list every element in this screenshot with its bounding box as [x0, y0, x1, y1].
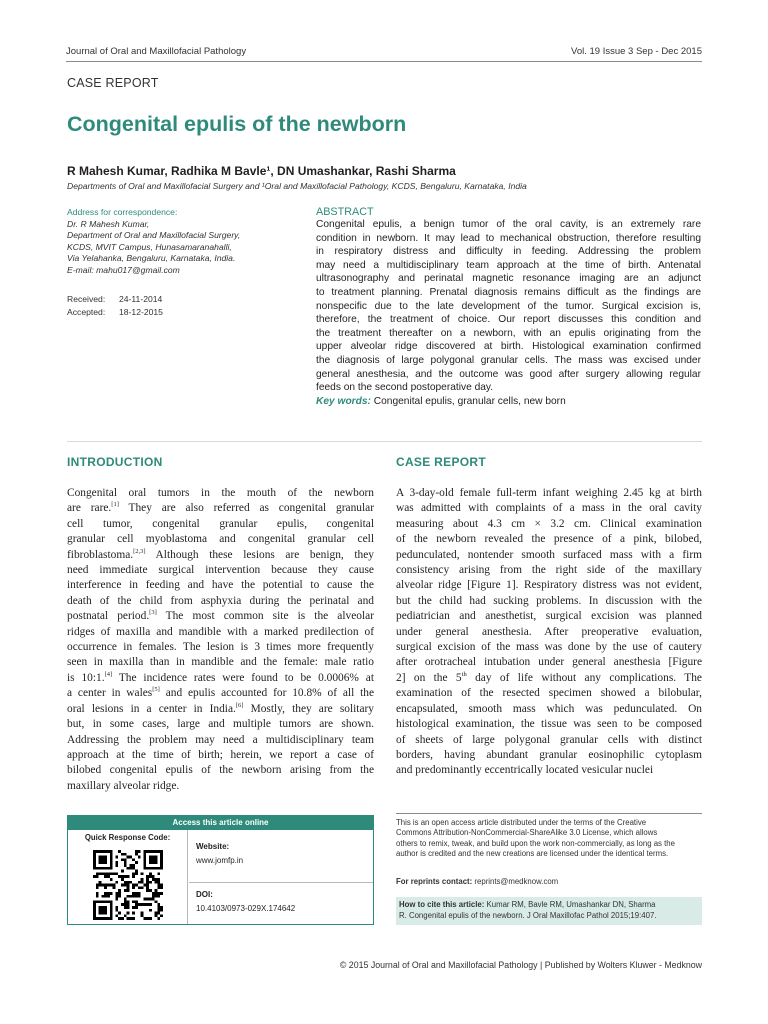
website-block	[196, 842, 243, 865]
text-line: postnatal period.[3] The most common site is the alveolar	[67, 609, 374, 623]
citation-ref[interactable]: [4]	[104, 671, 113, 679]
website-link[interactable]: www.jomfp.in	[196, 856, 244, 865]
introduction-body	[67, 486, 374, 794]
abstract-line: condition in newborn. It may lead to mechanical obstruction, therefore resulting	[316, 232, 701, 244]
correspondence-line: Via Yelahanka, Bengaluru, Karnataka, India.	[67, 253, 236, 264]
volume-info: Vol. 19 Issue 3 Sep - Dec 2015	[571, 46, 702, 57]
text-line: and predominantly eccentrically located vesicular nuclei	[396, 764, 654, 777]
text-line: approach at the time of birth; herein, we report a case of	[67, 748, 374, 761]
correspondence-line: KCDS, MVIT Campus, Hunasamaranahalli,	[67, 241, 232, 252]
citation-ref[interactable]: [5]	[152, 686, 160, 694]
cite-line: R. Congenital epulis of the newborn. J Oral Maxillofac Pathol 2015;19:407.	[399, 911, 657, 920]
cite-line: Kumar RM, Bavle RM, Umashankar DN, Sharma	[486, 900, 656, 909]
text-line: are rare.[1] They are also referred as congenital granular	[67, 501, 374, 515]
reprints-email[interactable]: reprints@medknow.com	[474, 877, 559, 886]
page-footer: © 2015 Journal of Oral and Maxillofacial Pathology | Published by Wolters Kluwer - Medknow	[339, 960, 702, 970]
text-line: encapsulated, smooth mass which was pedunculated. On	[396, 702, 702, 715]
text-line: of sheets of large polygonal granular cells with distinct	[396, 733, 702, 746]
qr-code[interactable]	[93, 850, 163, 920]
text-line: bilobed congenital epulis of the newborn arising from the	[67, 764, 374, 777]
panel-divider	[189, 882, 373, 883]
text-line: examination of the resected specimen showed a bilobular,	[396, 687, 702, 700]
text-line: measuring about 4.3 cm × 3.2 cm. Clinical examination	[396, 517, 702, 530]
text-line: after orotracheal intubation under general anesthesia [Figure	[396, 656, 702, 669]
text-line: interference in feeding and have the potential to cause the	[67, 579, 374, 592]
abstract-line: feeds on the second postoperative day.	[316, 382, 494, 394]
text-line: occurrence in females. The lesion is 3 times more frequently	[67, 641, 374, 654]
qr-label: Quick Response Code:	[84, 833, 171, 842]
keywords-text: Congenital epulis, granular cells, new born	[373, 395, 566, 407]
case-report-body	[396, 486, 702, 779]
text-line: a center in wales[5] and epulis accounted for 10.8% of all the	[67, 686, 374, 700]
article-link-panel	[189, 830, 373, 924]
abstract-text	[316, 218, 701, 395]
journal-name: Journal of Oral and Maxillofacial Pathology	[66, 46, 247, 57]
text-line: borders, having abundant granular eosinophilic cytoplasm	[396, 748, 702, 761]
abstract-block	[316, 206, 701, 408]
abstract-line: in respiratory distress and difficulty in feeding. Addressing the problem	[316, 246, 701, 258]
text-line: seen in maxilla than in mandible and the female: male ratio	[67, 656, 374, 669]
abstract-line: nonspecific due to the late development of the tumor. Surgical excision is,	[316, 300, 701, 312]
abstract-line: therefore, the treatment of choice. Our report discusses this condition and	[316, 314, 701, 326]
text-line: but the child had sucking problems. In discussion with the	[396, 594, 702, 607]
text-line: pedunculated, nontender smooth surfaced mass with a firm	[396, 548, 702, 561]
text-line: oral lesions in a center in India.[6] Mostly, they are solitary	[67, 701, 374, 715]
license-divider	[396, 813, 702, 814]
abstract-line: general anesthesia, and the outcome was good after surgery allowing regular	[316, 368, 701, 380]
author-list: R Mahesh Kumar, Radhika M Bavle¹, DN Umashankar, Rashi Sharma	[67, 164, 456, 178]
section-divider	[67, 441, 702, 442]
correspondence-email[interactable]: E-mail: mahu017@gmail.com	[67, 264, 180, 275]
abstract-line: may need a multidisciplinary team approach at the time of birth. Antenatal	[316, 259, 701, 271]
correspondence-line: Dr. R Mahesh Kumar,	[67, 218, 150, 229]
cite-label: How to cite this article:	[399, 900, 485, 909]
text-line: need immediate surgical intervention because they cause	[67, 564, 374, 577]
reprints-contact	[396, 877, 558, 886]
license-text	[396, 818, 702, 860]
received-date: 24-11-2014	[119, 294, 163, 304]
abstract-line: to treatment planning. Prenatal diagnosis remains difficult as the findings are	[316, 286, 701, 298]
reprints-label: For reprints contact:	[396, 877, 473, 886]
citation-ref[interactable]: [6]	[235, 701, 244, 709]
website-label: Website:	[196, 842, 230, 851]
correspondence-line: Department of Oral and Maxillofacial Surgery,	[67, 230, 241, 241]
article-dates	[67, 293, 163, 319]
header-divider	[66, 61, 702, 62]
text-line: but, in some cases, large and multiple tumors are shown.	[67, 718, 374, 731]
access-online-box	[67, 815, 374, 925]
accepted-date: 18-12-2015	[119, 307, 163, 317]
text-line: was admitted with complaints of a mass in the oral cavity	[396, 502, 702, 515]
license-line: author is credited and the new creations are licensed under the identical terms.	[396, 849, 669, 859]
text-line: consistency arising from the right side of the maxillary	[396, 564, 702, 577]
license-line: others to remix, tweak, and build upon the work non-commercially, as long as the	[396, 838, 675, 848]
abstract-line: the treatment thereafter on a newborn, with an epulis originating from the	[316, 327, 701, 339]
correspondence-block	[67, 207, 302, 277]
text-line: histological examination, the tissue was seen to be composed	[396, 718, 702, 731]
keywords-label: Key words:	[316, 395, 371, 407]
text-line: is 10:1.[4] The incidence rates were found to be 0.0006% at	[67, 671, 375, 684]
text-line: under general anesthesia. After preoperative evaluation,	[396, 625, 702, 638]
access-bar: Access this article online	[68, 816, 373, 830]
text-line: A 3-day-old female full-term infant weighing 2.45 kg at birth	[396, 487, 702, 499]
abstract-line: upper alveolar ridge discovered at birth. Histological examination confirmed	[316, 341, 701, 353]
received-label: Received:	[67, 294, 106, 304]
text-line: fibroblastoma.[2,3] Although these lesions are benign, they	[67, 547, 374, 561]
correspondence-label: Address for correspondence:	[67, 207, 178, 217]
text-line: Congenital oral tumors in the mouth of the newborn	[67, 487, 374, 499]
doi-link[interactable]: 10.4103/0973-029X.174642	[196, 904, 296, 913]
text-line: granular cell myoblastoma and congenital granular cell	[67, 533, 374, 546]
citation-ref[interactable]: [3]	[149, 609, 157, 617]
text-line: alveolar ridge [Figure 1]. Respiratory distress was not evident,	[396, 579, 702, 592]
text-line: death of the child from asphyxia during the perinatal and	[67, 594, 374, 607]
citation-ref[interactable]: th	[461, 671, 467, 679]
accepted-label: Accepted:	[67, 307, 106, 317]
citation-box	[396, 897, 702, 925]
text-line: cell tumor, congenital granular epulis, congenital	[67, 517, 374, 530]
case-report-heading: CASE REPORT	[396, 455, 486, 469]
citation-ref[interactable]: [2,3]	[133, 547, 146, 555]
text-line: of the newborn revealed the presence of a pink, bilobed,	[396, 533, 702, 546]
abstract-line: the diagnosis of large polygonal granular cells. The mass was excised under	[316, 354, 701, 366]
abstract-line: ultrasonography and perinatal magnetic resonance imaging are an adjunct	[316, 273, 701, 285]
article-title: Congenital epulis of the newborn	[67, 112, 407, 136]
text-line: surgical excision of the mass was done by the use of cautery	[396, 641, 702, 654]
doi-block	[196, 890, 295, 913]
license-line: This is an open access article distributed under the terms of the Creative	[396, 818, 647, 827]
text-line: maxillary alveolar ridge.	[67, 779, 180, 792]
text-line: Addressing the problem may need a multidisciplinary team	[67, 733, 374, 746]
qr-panel	[68, 830, 188, 924]
text-line: 2] on the 5th day of life without any complications. The	[396, 671, 702, 684]
abstract-heading: ABSTRACT	[316, 206, 374, 218]
text-line: pediatrician and anesthetist, surgical excision was planned	[396, 610, 702, 623]
introduction-heading: INTRODUCTION	[67, 455, 163, 469]
article-type: CASE REPORT	[67, 76, 159, 90]
doi-label: DOI:	[196, 890, 213, 899]
abstract-line: Congenital epulis, a benign tumor of the oral cavity, is an extremely rare	[316, 219, 701, 230]
license-line: Commons Attribution-NonCommercial-ShareAlike 3.0 License, which allows	[396, 828, 658, 838]
citation-ref[interactable]: [1]	[111, 501, 119, 509]
affiliation: Departments of Oral and Maxillofacial Surgery and ¹Oral and Maxillofacial Pathology, KCDS, Bengaluru, Karnataka, India	[67, 181, 527, 191]
text-line: ridges of maxilla and mandible with a marked predilection of	[67, 625, 374, 638]
keywords	[316, 395, 701, 409]
